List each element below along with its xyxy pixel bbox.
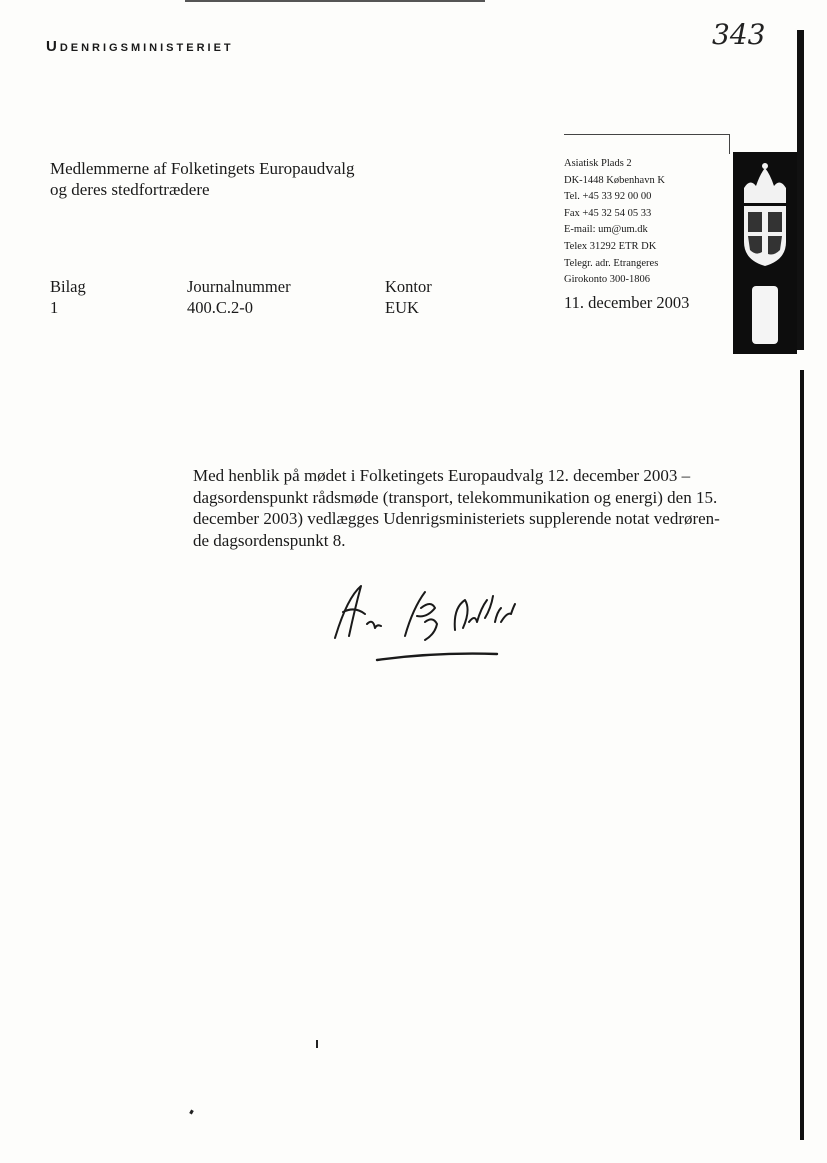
address-line: Tel. +45 33 92 00 00 xyxy=(564,191,652,203)
address-rule xyxy=(564,134,730,135)
stray-mark xyxy=(316,1040,318,1048)
scan-edge-bottom xyxy=(800,370,804,1140)
body-paragraph xyxy=(193,465,753,551)
bilag-value: 1 xyxy=(50,298,59,317)
coat-of-arms-icon xyxy=(736,160,794,350)
address-line: E-mail: um@um.dk xyxy=(564,224,648,236)
body-line: de dagsordenspunkt 8. xyxy=(193,530,346,550)
address-line: Fax +45 32 54 05 33 xyxy=(564,207,652,219)
handwritten-signature xyxy=(325,578,545,668)
address-line: Girokonto 300-1806 xyxy=(564,274,651,286)
bilag-label: Bilag xyxy=(50,277,86,296)
recipient-block xyxy=(50,158,355,200)
kontor-label: Kontor xyxy=(385,277,432,296)
top-rule xyxy=(185,0,485,2)
letter-date: 11. december 2003 xyxy=(564,293,690,312)
journal-label: Journalnummer xyxy=(187,277,291,296)
body-line: dagsordenspunkt rådsmøde (transport, telekommunikation og energi) den 15. xyxy=(193,487,718,507)
journal-value: 400.C.2-0 xyxy=(187,298,253,317)
address-line: Telegr. adr. Etrangeres xyxy=(564,257,659,269)
address-line: Telex 31292 ETR DK xyxy=(564,240,657,252)
address-block xyxy=(564,156,665,289)
stray-mark xyxy=(189,1110,194,1115)
handwritten-page-number: 343 xyxy=(712,18,766,51)
ministry-name: Udenrigsministeriet xyxy=(46,38,234,55)
address-rule-side xyxy=(729,134,730,154)
address-line: DK-1448 København K xyxy=(564,174,665,186)
scan-edge-top xyxy=(797,30,804,350)
recipient-line-1: Medlemmerne af Folketingets Europaudvalg xyxy=(50,159,355,178)
kontor-value: EUK xyxy=(385,298,419,317)
body-line: december 2003) vedlægges Udenrigsministeriets supplerende notat vedrøren- xyxy=(193,509,720,529)
body-line: Med henblik på mødet i Folketingets Europaudvalg 12. december 2003 – xyxy=(193,466,691,485)
address-line: Asiatisk Plads 2 xyxy=(564,158,632,169)
recipient-line-2: og deres stedfortrædere xyxy=(50,180,210,199)
